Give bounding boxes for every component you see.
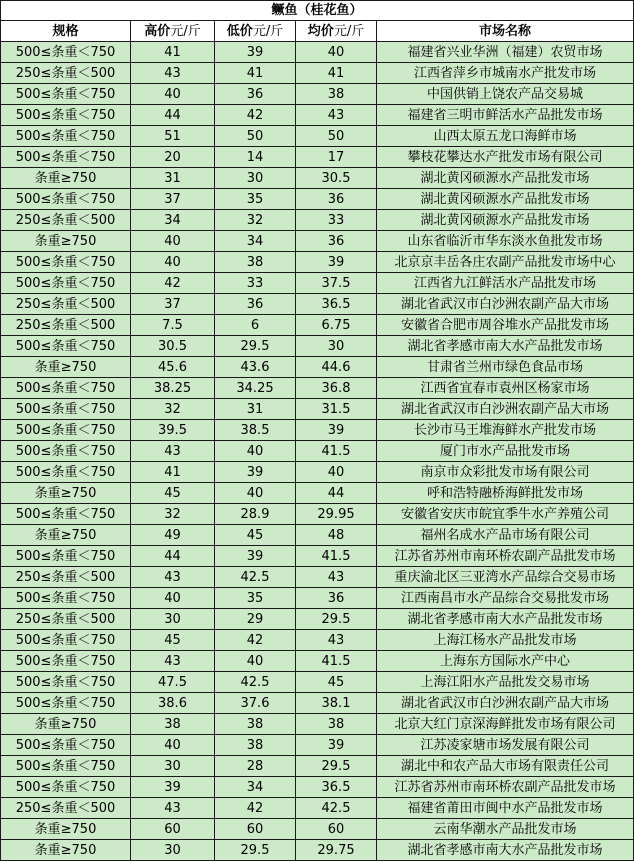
cell-high-price: 42 bbox=[131, 273, 215, 294]
cell-high-price: 37 bbox=[131, 189, 215, 210]
cell-market: 山东省临沂市华东淡水鱼批发市场 bbox=[377, 231, 634, 252]
cell-high-price: 40 bbox=[131, 735, 215, 756]
header-market: 市场名称 bbox=[377, 21, 634, 42]
table-row bbox=[1, 777, 634, 798]
cell-spec: 250≤条重＜500 bbox=[1, 315, 131, 336]
cell-market: 福建省莆田市闽中水产品批发市场 bbox=[377, 798, 634, 819]
table-row bbox=[1, 504, 634, 525]
cell-market: 上海东方国际水产中心 bbox=[377, 651, 634, 672]
cell-market: 长沙市马王堆海鲜水产批发市场 bbox=[377, 420, 634, 441]
cell-spec: 条重≥750 bbox=[1, 714, 131, 735]
cell-avg-price: 29.95 bbox=[296, 504, 377, 525]
cell-spec: 500≤条重＜750 bbox=[1, 126, 131, 147]
table-row bbox=[1, 63, 634, 84]
header-high-unit: 元/斤 bbox=[170, 23, 201, 39]
cell-avg-price: 48 bbox=[296, 525, 377, 546]
cell-low-price: 29 bbox=[215, 609, 296, 630]
cell-avg-price: 31.5 bbox=[296, 399, 377, 420]
cell-spec: 500≤条重＜750 bbox=[1, 546, 131, 567]
cell-avg-price: 38 bbox=[296, 84, 377, 105]
table-row bbox=[1, 147, 634, 168]
cell-market: 江西省宜春市袁州区杨家市场 bbox=[377, 378, 634, 399]
cell-spec: 条重≥750 bbox=[1, 168, 131, 189]
table-row bbox=[1, 357, 634, 378]
cell-high-price: 45 bbox=[131, 630, 215, 651]
cell-spec: 条重≥750 bbox=[1, 357, 131, 378]
header-low-price bbox=[215, 21, 296, 42]
cell-market: 北京大红门京深海鲜批发市场有限公司 bbox=[377, 714, 634, 735]
cell-avg-price: 41.5 bbox=[296, 441, 377, 462]
cell-low-price: 39 bbox=[215, 462, 296, 483]
cell-high-price: 30 bbox=[131, 840, 215, 861]
cell-high-price: 37 bbox=[131, 294, 215, 315]
cell-market: 湖北省武汉市白沙洲农副产品大市场 bbox=[377, 294, 634, 315]
cell-high-price: 60 bbox=[131, 819, 215, 840]
cell-market: 湖北省孝感市南大水产品批发市场 bbox=[377, 609, 634, 630]
cell-high-price: 44 bbox=[131, 546, 215, 567]
cell-low-price: 42.5 bbox=[215, 567, 296, 588]
table-row bbox=[1, 189, 634, 210]
cell-spec: 500≤条重＜750 bbox=[1, 462, 131, 483]
cell-spec: 500≤条重＜750 bbox=[1, 42, 131, 63]
cell-avg-price: 43 bbox=[296, 105, 377, 126]
cell-high-price: 44 bbox=[131, 105, 215, 126]
cell-avg-price: 39 bbox=[296, 735, 377, 756]
cell-market: 安徽省安庆市皖宜季牛水产养殖公司 bbox=[377, 504, 634, 525]
cell-avg-price: 45 bbox=[296, 672, 377, 693]
cell-market: 安徽省合肥市周谷堆水产品批发市场 bbox=[377, 315, 634, 336]
cell-market: 上海江杨水产品批发市场 bbox=[377, 630, 634, 651]
cell-spec: 250≤条重＜500 bbox=[1, 567, 131, 588]
table-row bbox=[1, 273, 634, 294]
table-row bbox=[1, 840, 634, 861]
cell-low-price: 32 bbox=[215, 210, 296, 231]
cell-low-price: 14 bbox=[215, 147, 296, 168]
cell-market: 湖北黄冈硕源水产品批发市场 bbox=[377, 168, 634, 189]
cell-market: 江西南昌市水产品综合交易批发市场 bbox=[377, 588, 634, 609]
table-row bbox=[1, 399, 634, 420]
cell-market: 福建省三明市鲜活水产品批发市场 bbox=[377, 105, 634, 126]
cell-spec: 250≤条重＜500 bbox=[1, 294, 131, 315]
cell-spec: 500≤条重＜750 bbox=[1, 84, 131, 105]
cell-market: 江苏凌家塘市场发展有限公司 bbox=[377, 735, 634, 756]
cell-avg-price: 39 bbox=[296, 252, 377, 273]
table-row bbox=[1, 462, 634, 483]
cell-market: 湖北黄冈硕源水产品批发市场 bbox=[377, 210, 634, 231]
cell-spec: 条重≥750 bbox=[1, 483, 131, 504]
cell-spec: 条重≥750 bbox=[1, 819, 131, 840]
cell-avg-price: 30.5 bbox=[296, 168, 377, 189]
cell-avg-price: 36.8 bbox=[296, 378, 377, 399]
cell-spec: 500≤条重＜750 bbox=[1, 252, 131, 273]
cell-avg-price: 44 bbox=[296, 483, 377, 504]
table-row bbox=[1, 210, 634, 231]
table-row bbox=[1, 651, 634, 672]
cell-market: 重庆渝北区三亚湾水产品综合交易市场 bbox=[377, 567, 634, 588]
cell-high-price: 30 bbox=[131, 609, 215, 630]
cell-market: 上海江阳水产品批发交易市场 bbox=[377, 672, 634, 693]
cell-high-price: 38.25 bbox=[131, 378, 215, 399]
table-row bbox=[1, 294, 634, 315]
cell-low-price: 28.9 bbox=[215, 504, 296, 525]
cell-market: 攀枝花攀达水产批发市场有限公司 bbox=[377, 147, 634, 168]
cell-low-price: 60 bbox=[215, 819, 296, 840]
cell-spec: 条重≥750 bbox=[1, 840, 131, 861]
table-row bbox=[1, 798, 634, 819]
cell-high-price: 40 bbox=[131, 231, 215, 252]
header-spec: 规格 bbox=[1, 21, 131, 42]
cell-low-price: 33 bbox=[215, 273, 296, 294]
table-row bbox=[1, 315, 634, 336]
cell-spec: 500≤条重＜750 bbox=[1, 651, 131, 672]
cell-market: 湖北省武汉市白沙洲农副产品大市场 bbox=[377, 399, 634, 420]
cell-avg-price: 29.75 bbox=[296, 840, 377, 861]
cell-avg-price: 6.75 bbox=[296, 315, 377, 336]
cell-spec: 500≤条重＜750 bbox=[1, 630, 131, 651]
cell-low-price: 38 bbox=[215, 714, 296, 735]
table-title-row bbox=[1, 1, 634, 21]
cell-low-price: 39 bbox=[215, 42, 296, 63]
cell-low-price: 41 bbox=[215, 63, 296, 84]
cell-high-price: 30.5 bbox=[131, 336, 215, 357]
cell-low-price: 34 bbox=[215, 231, 296, 252]
table-row bbox=[1, 168, 634, 189]
cell-spec: 500≤条重＜750 bbox=[1, 273, 131, 294]
cell-low-price: 31 bbox=[215, 399, 296, 420]
header-avg-price bbox=[296, 21, 377, 42]
cell-spec: 250≤条重＜500 bbox=[1, 798, 131, 819]
cell-spec: 500≤条重＜750 bbox=[1, 336, 131, 357]
cell-spec: 500≤条重＜750 bbox=[1, 777, 131, 798]
cell-high-price: 39.5 bbox=[131, 420, 215, 441]
header-high-price bbox=[131, 21, 215, 42]
cell-market: 山西太原五龙口海鲜市场 bbox=[377, 126, 634, 147]
table-row bbox=[1, 126, 634, 147]
cell-market: 云南华潮水产品批发市场 bbox=[377, 819, 634, 840]
cell-high-price: 47.5 bbox=[131, 672, 215, 693]
cell-avg-price: 36.5 bbox=[296, 294, 377, 315]
cell-low-price: 36 bbox=[215, 84, 296, 105]
cell-low-price: 40 bbox=[215, 651, 296, 672]
cell-low-price: 39 bbox=[215, 546, 296, 567]
table-row bbox=[1, 105, 634, 126]
table-row bbox=[1, 819, 634, 840]
cell-spec: 500≤条重＜750 bbox=[1, 147, 131, 168]
cell-avg-price: 41.5 bbox=[296, 651, 377, 672]
cell-market: 湖北省武汉市白沙洲农副产品大市场 bbox=[377, 693, 634, 714]
cell-spec: 500≤条重＜750 bbox=[1, 693, 131, 714]
cell-low-price: 35 bbox=[215, 588, 296, 609]
cell-market: 江苏省苏州市南环桥农副产品批发市场 bbox=[377, 546, 634, 567]
cell-high-price: 38 bbox=[131, 714, 215, 735]
table-row bbox=[1, 693, 634, 714]
table-row bbox=[1, 441, 634, 462]
cell-spec: 条重≥750 bbox=[1, 525, 131, 546]
cell-low-price: 43.6 bbox=[215, 357, 296, 378]
cell-avg-price: 29.5 bbox=[296, 609, 377, 630]
header-avg-unit: 元/斤 bbox=[333, 23, 365, 39]
cell-avg-price: 44.6 bbox=[296, 357, 377, 378]
cell-low-price: 36 bbox=[215, 294, 296, 315]
cell-high-price: 43 bbox=[131, 651, 215, 672]
cell-low-price: 45 bbox=[215, 525, 296, 546]
cell-low-price: 28 bbox=[215, 756, 296, 777]
cell-high-price: 7.5 bbox=[131, 315, 215, 336]
table-row bbox=[1, 588, 634, 609]
cell-market: 江西省萍乡市城南水产批发市场 bbox=[377, 63, 634, 84]
cell-spec: 500≤条重＜750 bbox=[1, 399, 131, 420]
cell-spec: 500≤条重＜750 bbox=[1, 504, 131, 525]
cell-avg-price: 41.5 bbox=[296, 546, 377, 567]
header-low-label: 低价 bbox=[226, 23, 253, 39]
cell-avg-price: 36 bbox=[296, 588, 377, 609]
cell-market: 甘肃省兰州市绿色食品市场 bbox=[377, 357, 634, 378]
cell-low-price: 37.6 bbox=[215, 693, 296, 714]
cell-spec: 250≤条重＜500 bbox=[1, 63, 131, 84]
table-row bbox=[1, 546, 634, 567]
cell-avg-price: 36 bbox=[296, 231, 377, 252]
cell-low-price: 42 bbox=[215, 798, 296, 819]
cell-high-price: 32 bbox=[131, 504, 215, 525]
cell-market: 江苏省苏州市南环桥农副产品批发市场 bbox=[377, 777, 634, 798]
cell-high-price: 40 bbox=[131, 84, 215, 105]
table-row bbox=[1, 378, 634, 399]
cell-market: 湖北中和农产品大市场有限责任公司 bbox=[377, 756, 634, 777]
cell-spec: 500≤条重＜750 bbox=[1, 441, 131, 462]
cell-low-price: 6 bbox=[215, 315, 296, 336]
cell-avg-price: 36.5 bbox=[296, 777, 377, 798]
cell-market: 中国供销上饶农产品交易城 bbox=[377, 84, 634, 105]
cell-high-price: 40 bbox=[131, 588, 215, 609]
cell-high-price: 41 bbox=[131, 462, 215, 483]
cell-avg-price: 38.1 bbox=[296, 693, 377, 714]
cell-avg-price: 33 bbox=[296, 210, 377, 231]
cell-spec: 条重≥750 bbox=[1, 231, 131, 252]
cell-spec: 500≤条重＜750 bbox=[1, 420, 131, 441]
table-row bbox=[1, 630, 634, 651]
cell-market: 厦门市水产品批发市场 bbox=[377, 441, 634, 462]
cell-high-price: 31 bbox=[131, 168, 215, 189]
cell-spec: 250≤条重＜500 bbox=[1, 609, 131, 630]
cell-low-price: 34 bbox=[215, 777, 296, 798]
cell-avg-price: 29.5 bbox=[296, 756, 377, 777]
cell-low-price: 35 bbox=[215, 189, 296, 210]
cell-market: 福州名成水产品市场有限公司 bbox=[377, 525, 634, 546]
cell-spec: 500≤条重＜750 bbox=[1, 672, 131, 693]
cell-avg-price: 40 bbox=[296, 42, 377, 63]
table-row bbox=[1, 714, 634, 735]
cell-spec: 500≤条重＜750 bbox=[1, 105, 131, 126]
cell-market: 南京市众彩批发市场有限公司 bbox=[377, 462, 634, 483]
table-row bbox=[1, 420, 634, 441]
cell-market: 湖北黄冈硕源水产品批发市场 bbox=[377, 189, 634, 210]
cell-high-price: 51 bbox=[131, 126, 215, 147]
cell-high-price: 43 bbox=[131, 798, 215, 819]
table-row bbox=[1, 756, 634, 777]
cell-low-price: 40 bbox=[215, 441, 296, 462]
cell-low-price: 29.5 bbox=[215, 840, 296, 861]
cell-spec: 500≤条重＜750 bbox=[1, 378, 131, 399]
cell-low-price: 42 bbox=[215, 630, 296, 651]
cell-avg-price: 43 bbox=[296, 630, 377, 651]
cell-high-price: 43 bbox=[131, 63, 215, 84]
cell-low-price: 38.5 bbox=[215, 420, 296, 441]
cell-avg-price: 42.5 bbox=[296, 798, 377, 819]
cell-high-price: 49 bbox=[131, 525, 215, 546]
cell-high-price: 34 bbox=[131, 210, 215, 231]
cell-avg-price: 37.5 bbox=[296, 273, 377, 294]
cell-market: 呼和浩特融桥海鲜批发市场 bbox=[377, 483, 634, 504]
header-low-unit: 元/斤 bbox=[252, 23, 284, 39]
cell-avg-price: 36 bbox=[296, 189, 377, 210]
cell-low-price: 42.5 bbox=[215, 672, 296, 693]
table-header-row bbox=[1, 21, 634, 42]
table-row bbox=[1, 336, 634, 357]
cell-high-price: 38.6 bbox=[131, 693, 215, 714]
cell-high-price: 45.6 bbox=[131, 357, 215, 378]
cell-avg-price: 43 bbox=[296, 567, 377, 588]
table-row bbox=[1, 483, 634, 504]
cell-avg-price: 30 bbox=[296, 336, 377, 357]
cell-market: 福建省兴业华洲（福建）农贸市场 bbox=[377, 42, 634, 63]
cell-avg-price: 39 bbox=[296, 420, 377, 441]
cell-market: 湖北省孝感市南大水产品批发市场 bbox=[377, 336, 634, 357]
cell-avg-price: 38 bbox=[296, 714, 377, 735]
cell-high-price: 32 bbox=[131, 399, 215, 420]
cell-low-price: 38 bbox=[215, 252, 296, 273]
cell-high-price: 43 bbox=[131, 441, 215, 462]
cell-high-price: 43 bbox=[131, 567, 215, 588]
cell-low-price: 29.5 bbox=[215, 336, 296, 357]
cell-high-price: 41 bbox=[131, 42, 215, 63]
cell-high-price: 20 bbox=[131, 147, 215, 168]
cell-avg-price: 50 bbox=[296, 126, 377, 147]
table-title: 鳜鱼（桂花鱼） bbox=[1, 1, 634, 21]
cell-spec: 500≤条重＜750 bbox=[1, 189, 131, 210]
cell-avg-price: 41 bbox=[296, 63, 377, 84]
cell-high-price: 45 bbox=[131, 483, 215, 504]
cell-avg-price: 17 bbox=[296, 147, 377, 168]
header-high-label: 高价 bbox=[144, 23, 171, 39]
table-row bbox=[1, 42, 634, 63]
cell-low-price: 30 bbox=[215, 168, 296, 189]
table-row bbox=[1, 735, 634, 756]
cell-high-price: 30 bbox=[131, 756, 215, 777]
cell-spec: 250≤条重＜500 bbox=[1, 210, 131, 231]
cell-low-price: 34.25 bbox=[215, 378, 296, 399]
cell-spec: 500≤条重＜750 bbox=[1, 735, 131, 756]
cell-market: 湖北省孝感市南大水产品批发市场 bbox=[377, 840, 634, 861]
cell-high-price: 40 bbox=[131, 252, 215, 273]
table-row bbox=[1, 84, 634, 105]
table-row bbox=[1, 525, 634, 546]
cell-low-price: 42 bbox=[215, 105, 296, 126]
cell-spec: 500≤条重＜750 bbox=[1, 588, 131, 609]
cell-low-price: 50 bbox=[215, 126, 296, 147]
header-avg-label: 均价 bbox=[307, 23, 334, 39]
cell-spec: 500≤条重＜750 bbox=[1, 756, 131, 777]
table-row bbox=[1, 567, 634, 588]
cell-market: 北京京丰岳各庄农副产品批发市场中心 bbox=[377, 252, 634, 273]
table-row bbox=[1, 609, 634, 630]
table-row bbox=[1, 252, 634, 273]
cell-low-price: 40 bbox=[215, 483, 296, 504]
table-row bbox=[1, 231, 634, 252]
table-row bbox=[1, 672, 634, 693]
cell-high-price: 39 bbox=[131, 777, 215, 798]
cell-avg-price: 40 bbox=[296, 462, 377, 483]
cell-market: 江西省九江鲜活水产品批发市场 bbox=[377, 273, 634, 294]
cell-avg-price: 60 bbox=[296, 819, 377, 840]
cell-low-price: 38 bbox=[215, 735, 296, 756]
